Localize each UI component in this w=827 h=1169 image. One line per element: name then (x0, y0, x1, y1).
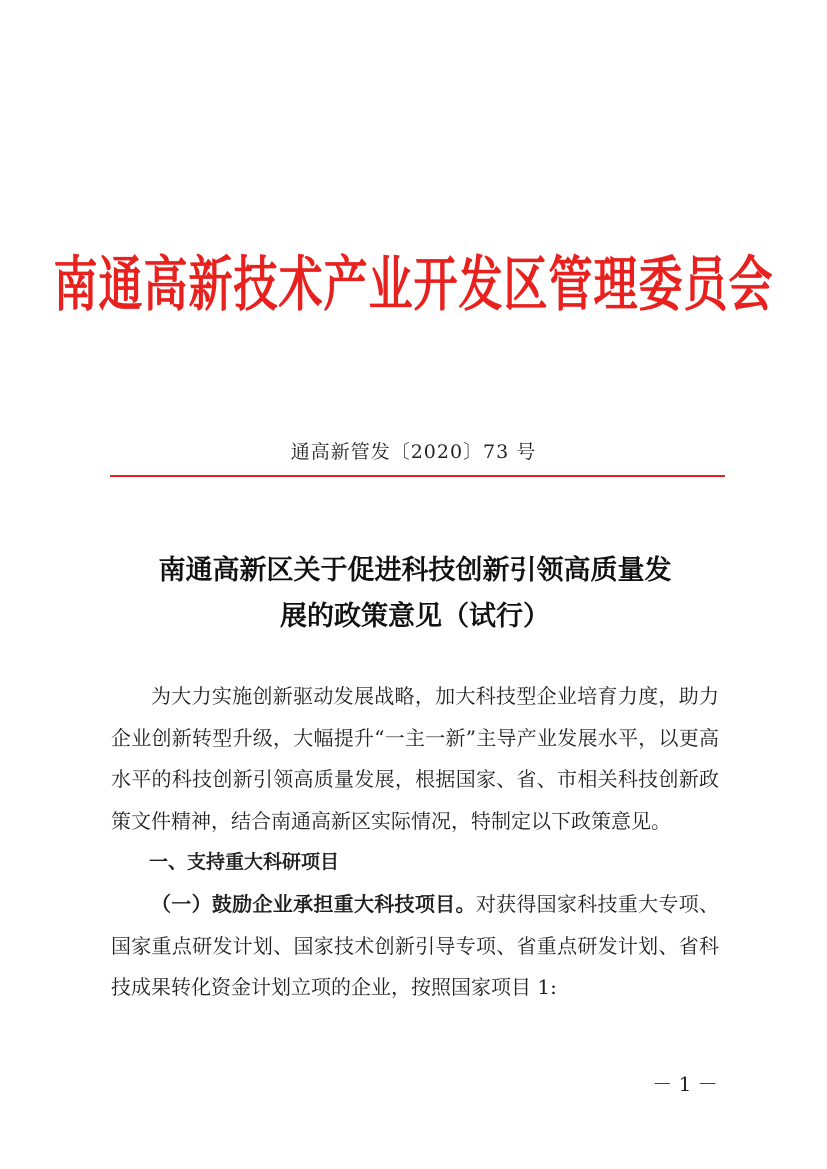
issuer-masthead: 南通高新技术产业开发区管理委员会 (53, 250, 774, 320)
header-divider (110, 475, 725, 477)
item-heading-1: （一）鼓励企业承担重大科技项目。 (151, 891, 476, 916)
document-number: 通高新管发〔2020〕73 号 (290, 441, 537, 463)
intro-paragraph: 为大力实施创新驱动发展战略，加大科技型企业培育力度，助力企业创新转型升级，大幅提升“一主一新”主导产业发展水平，以更高水平的科技创新引领高质量发展，根据国家、省、市相关科技创新政策文件精神，结合南通高新区实际情况，特制定以下政策意见。 (111, 684, 719, 833)
title-line-2: 展的政策意见（试行） (280, 601, 550, 632)
document-title (110, 548, 720, 640)
item-paragraph-1 (111, 884, 719, 1009)
item-text-1: 对获得国家科技重大专项、国家重点研发计划、国家技术创新引导专项、省重点研发计划、省科技成果转化资金计划立项的企业，按照国家项目 1: (111, 891, 720, 1000)
page-number: － 1 － (652, 1072, 718, 1096)
section-heading-1: 一、支持重大科研项目 (149, 851, 340, 874)
title-line-1: 南通高新区关于促进科技创新引领高质量发 (158, 555, 672, 586)
document-body (111, 676, 719, 1009)
